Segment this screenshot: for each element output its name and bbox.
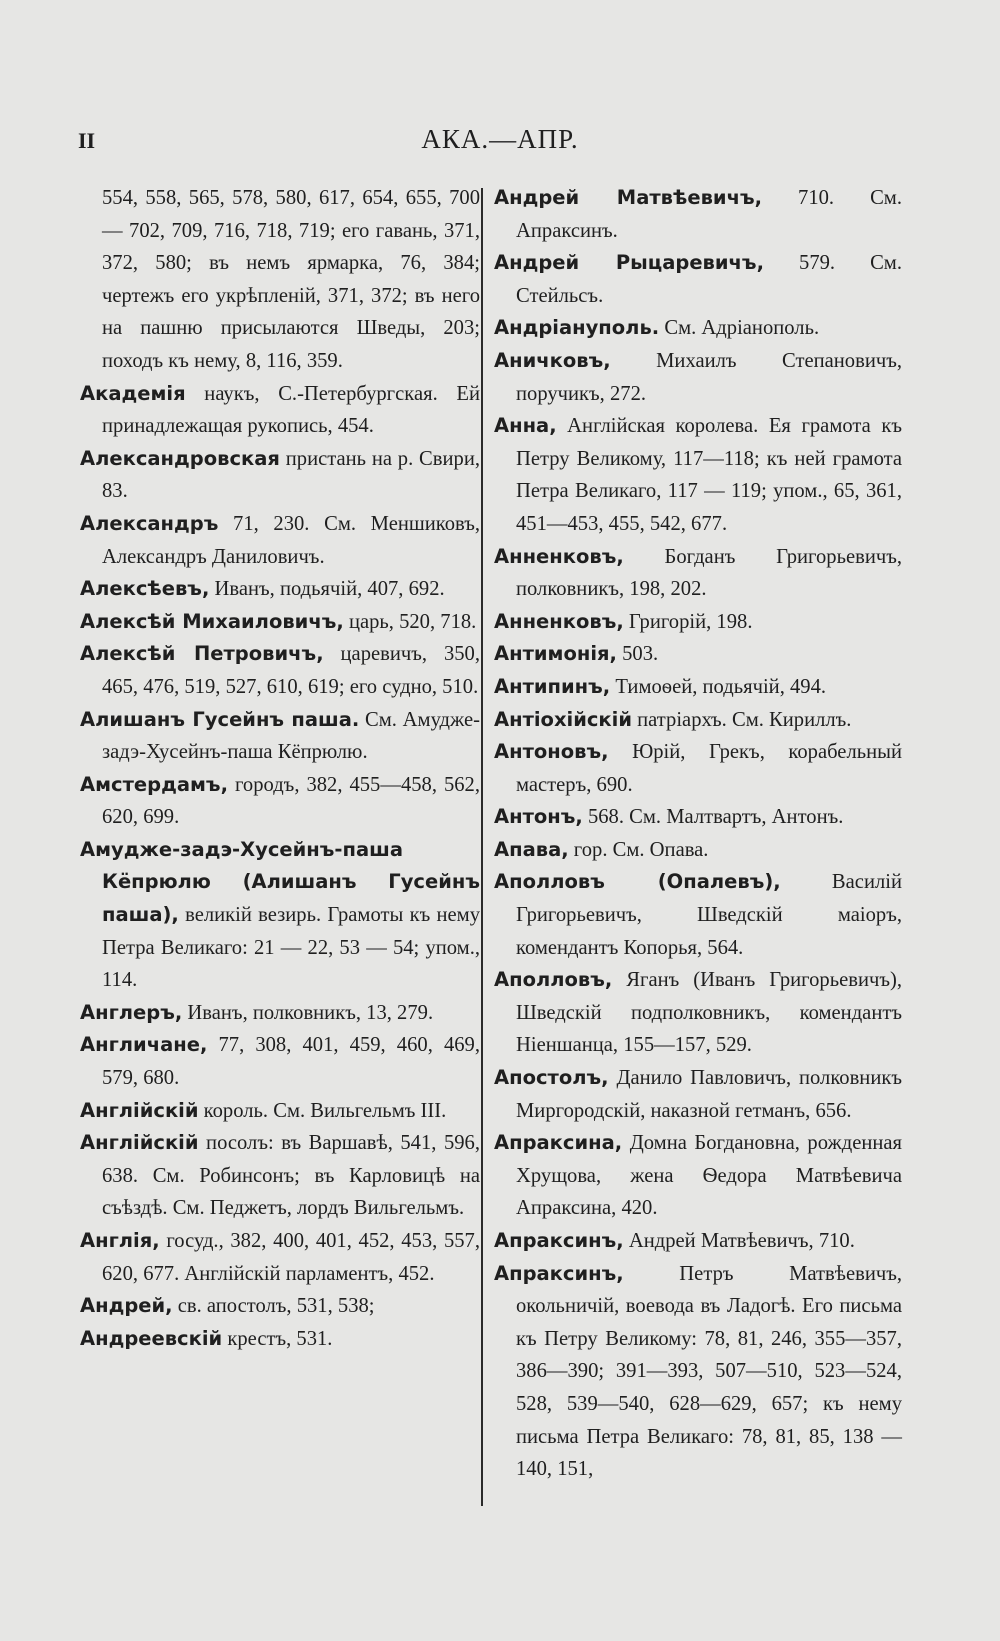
entry-headword: Антимонія, bbox=[494, 642, 617, 666]
entry-headword: Академія bbox=[80, 381, 186, 405]
entry-headword: Амудже-задэ-Хусейнъ-паша Кёпрюлю (Алишанъ Гусейнъ паша), bbox=[80, 837, 480, 927]
entry-headword: Антоновъ, bbox=[494, 740, 609, 764]
index-entry bbox=[494, 182, 902, 247]
index-columns bbox=[80, 182, 902, 1512]
entry-headword: Анненковъ, bbox=[494, 544, 624, 568]
index-entry bbox=[494, 736, 902, 801]
index-entry bbox=[80, 997, 480, 1030]
page-number: II bbox=[78, 128, 96, 153]
entry-headword: Александръ bbox=[80, 511, 219, 535]
entry-headword: Андрей, bbox=[80, 1294, 173, 1318]
entry-headword: Апраксинъ, bbox=[494, 1229, 624, 1252]
index-entry bbox=[494, 638, 902, 671]
entry-text: пристань на р. Свири, 83. bbox=[102, 447, 480, 503]
entry-text: Яганъ (Иванъ Григорьевичъ), Шведскій подполковникъ, комендантъ Ніеншанца, 155—157, 529. bbox=[516, 969, 902, 1057]
index-entry bbox=[80, 443, 480, 508]
index-entry bbox=[80, 1095, 480, 1128]
index-entry bbox=[494, 606, 902, 639]
index-entry bbox=[80, 573, 480, 606]
entry-headword: Андреевскій bbox=[80, 1326, 223, 1350]
index-entry bbox=[494, 964, 902, 1062]
entry-text: великій везирь. Грамоты къ нему Петра Великаго: 21 — 22, 53 — 54; упом., 114. bbox=[102, 904, 480, 992]
entry-headword: Антіохійскій bbox=[494, 707, 633, 731]
running-header: АКА.—АПР. bbox=[421, 124, 579, 154]
entry-headword: Англеръ, bbox=[80, 1000, 183, 1024]
index-entry bbox=[80, 1127, 480, 1225]
entry-text: король. См. Вильгельмъ III. bbox=[198, 1099, 447, 1122]
entry-text: См. Адріанополь. bbox=[659, 317, 820, 340]
entry-headword: Англичане, bbox=[80, 1033, 208, 1057]
index-entry bbox=[494, 1225, 902, 1258]
entry-text: городъ, 382, 455—458, 562, 620, 699. bbox=[102, 773, 480, 829]
index-entry bbox=[494, 1127, 902, 1225]
right-column bbox=[494, 182, 902, 1486]
entry-headword: Андрей Рыцаревичъ, bbox=[494, 251, 764, 275]
entry-headword: Апостолъ, bbox=[494, 1066, 609, 1090]
index-entry bbox=[494, 1258, 902, 1486]
entry-text: 77, 308, 401, 459, 460, 469, 579, 680. bbox=[102, 1034, 480, 1090]
entry-text: патріархъ. См. Кириллъ. bbox=[632, 708, 852, 731]
index-entry bbox=[494, 312, 902, 345]
entry-headword: Аничковъ, bbox=[494, 348, 611, 372]
entry-headword: Англія, bbox=[80, 1229, 160, 1252]
entry-text: Англійская королева. Ея грамота къ Петру Великому, 117—118; къ ней грамота Петра Великаго, 117 — 119; упом., 65, 361, 451—453, 455, 542, 677. bbox=[516, 415, 902, 535]
entry-headword: Анненковъ, bbox=[494, 609, 624, 633]
entry-text: См. Амудже-задэ-Хусейнъ-паша Кёпрюлю. bbox=[102, 708, 480, 764]
index-entry bbox=[80, 1323, 480, 1356]
entry-headword: Амстердамъ, bbox=[80, 772, 228, 796]
index-entry bbox=[80, 1225, 480, 1290]
entry-text: Домна Богдановна, рожденная Хрущова, жена Ѳедора Матвѣевича Апраксина, 420. bbox=[516, 1132, 902, 1220]
index-entry bbox=[80, 606, 480, 639]
index-entry bbox=[494, 247, 902, 312]
entry-headword: Анна, bbox=[494, 414, 557, 438]
entry-text: св. апостолъ, 531, 538; bbox=[172, 1295, 375, 1318]
entry-text: госуд., 382, 400, 401, 452, 453, 557, 620, 677. Англійскій парламентъ, 452. bbox=[102, 1230, 480, 1285]
index-entry bbox=[80, 834, 480, 997]
entry-headword: Алишанъ Гусейнъ паша. bbox=[80, 707, 360, 731]
entry-text: Иванъ, подьячій, 407, 692. bbox=[209, 578, 445, 601]
entry-headword: Андрей Матвѣевичъ, bbox=[494, 186, 763, 209]
entry-text: Василій Григорьевичъ, Шведскій маіоръ, комендантъ Копорья, 564. bbox=[516, 871, 902, 959]
entry-text: 71, 230. См. Меншиковъ, Александръ Даниловичъ. bbox=[102, 512, 480, 568]
entry-text: Петръ Матвѣевичъ, окольничій, воевода въ Ладогѣ. Его письма къ Петру Великому: 78, 81, 246, 355—357, 386—390; 391—393, 507—510, 523—524, 528, 539—540, 628—629, 657; къ нему письма Петра Великаго: 78, 81, 85, 138 — 140, 151, bbox=[516, 1262, 902, 1481]
index-entry bbox=[80, 704, 480, 769]
index-entry bbox=[80, 378, 480, 443]
index-entry bbox=[80, 638, 480, 703]
entry-text: посолъ: въ Варшавѣ, 541, 596, 638. См. Робинсонъ; въ Карловицѣ на съѣздѣ. См. Педжетъ, лордъ Вильгельмъ. bbox=[102, 1132, 480, 1220]
index-entry bbox=[80, 182, 480, 378]
entry-text: Юрій, Грекъ, корабельный мастеръ, 690. bbox=[516, 741, 902, 796]
entry-headword: Антонъ, bbox=[494, 805, 583, 829]
entry-headword: Аполловъ, bbox=[494, 968, 613, 992]
index-entry bbox=[494, 671, 902, 704]
index-entry bbox=[80, 508, 480, 573]
entry-headword: Алексѣй Михаиловичъ, bbox=[80, 609, 344, 633]
entry-headword: Апава, bbox=[494, 837, 569, 861]
entry-headword: Алексѣевъ, bbox=[80, 577, 210, 601]
entry-text: крестъ, 531. bbox=[222, 1327, 333, 1350]
entry-text: Андрей Матвѣевичъ, 710. bbox=[623, 1230, 855, 1252]
entry-text: 579. См. Стейльсъ. bbox=[516, 252, 902, 307]
index-entry bbox=[494, 801, 902, 834]
entry-text: Михаилъ Степановичъ, поручикъ, 272. bbox=[516, 349, 902, 405]
index-entry bbox=[80, 1029, 480, 1094]
entry-text: гор. См. Опава. bbox=[568, 838, 709, 861]
index-entry bbox=[494, 866, 902, 964]
entry-headword: Алексѣй Петровичъ, bbox=[80, 642, 324, 666]
entry-headword: Андріануполь. bbox=[494, 316, 660, 340]
entry-text: Богданъ Григорьевичъ, полковникъ, 198, 202. bbox=[516, 545, 902, 601]
entry-text: царь, 520, 718. bbox=[343, 610, 477, 633]
entry-headword: Александровская bbox=[80, 446, 280, 470]
entry-text: 554, 558, 565, 578, 580, 617, 654, 655, 700 — 702, 709, 716, 718, 719; его гавань, 371, 372, 580; въ немъ ярмарка, 76, 384; чертежъ его укрѣпленій, 371, 372; въ него на пашню присылаются Шведы, 203; походъ къ нему, 8, 116, 359. bbox=[102, 187, 480, 372]
entry-text: Данило Павловичъ, полковникъ Миргородскій, наказной гетманъ, 656. bbox=[516, 1067, 902, 1122]
entry-text: Иванъ, полковникъ, 13, 279. bbox=[182, 1001, 434, 1024]
entry-text: Тимоѳей, подьячій, 494. bbox=[610, 675, 827, 698]
index-entry bbox=[80, 769, 480, 834]
entry-headword: Англійскій bbox=[80, 1131, 199, 1155]
index-entry bbox=[80, 1290, 480, 1323]
entry-text: 503. bbox=[616, 643, 659, 666]
entry-text: царевичъ, 350, 465, 476, 519, 527, 610, 619; его судно, 510. bbox=[102, 643, 480, 698]
left-column bbox=[80, 182, 480, 1355]
entry-headword: Аполловъ (Опалевъ), bbox=[494, 870, 781, 894]
index-entry bbox=[494, 410, 902, 540]
entry-headword: Антипинъ, bbox=[494, 674, 611, 698]
entry-text: 710. См. Апраксинъ. bbox=[516, 187, 902, 242]
column-divider bbox=[481, 188, 483, 1506]
index-entry bbox=[494, 345, 902, 410]
entry-headword: Апраксина, bbox=[494, 1131, 623, 1155]
index-entry bbox=[494, 704, 902, 737]
index-entry bbox=[494, 541, 902, 606]
index-entry bbox=[494, 834, 902, 867]
entry-headword: Англійскій bbox=[80, 1098, 199, 1122]
entry-text: Григорій, 198. bbox=[623, 610, 753, 633]
index-entry bbox=[494, 1062, 902, 1127]
entry-text: наукъ, С.-Петербургская. Ей принадлежащая рукопись, 454. bbox=[102, 382, 480, 438]
entry-text: 568. См. Малтвартъ, Антонъ. bbox=[582, 806, 844, 829]
entry-headword: Апраксинъ, bbox=[494, 1261, 624, 1285]
